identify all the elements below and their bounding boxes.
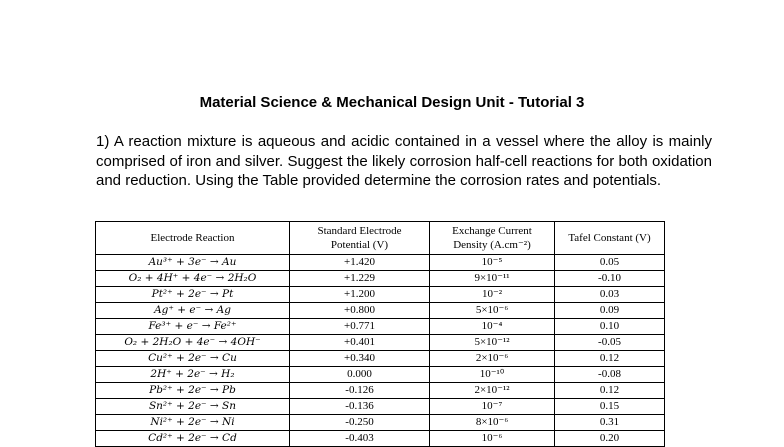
- potential-cell: +0.340: [290, 351, 430, 367]
- reaction-cell: 2H⁺ + 2e⁻ → H₂: [96, 367, 290, 383]
- table-row: [96, 303, 665, 319]
- tafel-cell: 0.05: [555, 255, 665, 271]
- potential-cell: -0.403: [290, 431, 430, 447]
- tafel-cell: 0.31: [555, 415, 665, 431]
- tafel-cell: -0.10: [555, 271, 665, 287]
- tafel-cell: 0.20: [555, 431, 665, 447]
- tafel-cell: 0.12: [555, 351, 665, 367]
- density-cell: 10⁻¹⁰: [430, 367, 555, 383]
- reaction-cell: Ag⁺ + e⁻ → Ag: [96, 303, 290, 319]
- tafel-cell: 0.12: [555, 383, 665, 399]
- reaction-cell: Fe³⁺ + e⁻ → Fe²⁺: [96, 319, 290, 335]
- header-exchange-current-density: Exchange Current Density (A.cm⁻²): [430, 222, 555, 255]
- table-row: [96, 319, 665, 335]
- tafel-cell: 0.10: [555, 319, 665, 335]
- question-text: 1) A reaction mixture is aqueous and acidic contained in a vessel where the alloy is mainly comprised of iron and silver. Suggest the likely corrosion half-cell reactions for both oxidation and reduction. Using the Table provided determine the corrosion rates and potentials.: [96, 133, 712, 189]
- table-row: [96, 335, 665, 351]
- table-row: [96, 383, 665, 399]
- potential-cell: +0.800: [290, 303, 430, 319]
- potential-cell: 0.000: [290, 367, 430, 383]
- density-cell: 10⁻⁶: [430, 431, 555, 447]
- density-cell: 9×10⁻¹¹: [430, 271, 555, 287]
- tafel-cell: 0.03: [555, 287, 665, 303]
- reaction-cell: O₂ + 2H₂O + 4e⁻ → 4OH⁻: [96, 335, 290, 351]
- header-tafel-constant: Tafel Constant (V): [555, 222, 665, 255]
- header-electrode-reaction: Electrode Reaction: [96, 222, 290, 255]
- reaction-cell: Cu²⁺ + 2e⁻ → Cu: [96, 351, 290, 367]
- potential-cell: +0.401: [290, 335, 430, 351]
- table-row: [96, 271, 665, 287]
- page-title: Material Science & Mechanical Design Unit - Tutorial 3: [199, 94, 585, 111]
- density-cell: 2×10⁻⁶: [430, 351, 555, 367]
- density-cell: 2×10⁻¹²: [430, 383, 555, 399]
- electrode-table: [95, 221, 665, 447]
- tafel-cell: 0.09: [555, 303, 665, 319]
- potential-cell: +1.420: [290, 255, 430, 271]
- table-row: [96, 255, 665, 271]
- density-cell: 5×10⁻⁶: [430, 303, 555, 319]
- reaction-cell: Pt²⁺ + 2e⁻ → Pt: [96, 287, 290, 303]
- table-row: [96, 415, 665, 431]
- table-row: [96, 399, 665, 415]
- potential-cell: -0.250: [290, 415, 430, 431]
- tafel-cell: 0.15: [555, 399, 665, 415]
- density-cell: 10⁻⁵: [430, 255, 555, 271]
- reaction-cell: Au³⁺ + 3e⁻ → Au: [96, 255, 290, 271]
- potential-cell: -0.136: [290, 399, 430, 415]
- potential-cell: -0.126: [290, 383, 430, 399]
- potential-cell: +0.771: [290, 319, 430, 335]
- table-row: [96, 351, 665, 367]
- reaction-cell: O₂ + 4H⁺ + 4e⁻ → 2H₂O: [96, 271, 290, 287]
- density-cell: 5×10⁻¹²: [430, 335, 555, 351]
- density-cell: 10⁻⁷: [430, 399, 555, 415]
- table-header-row: [96, 222, 665, 255]
- potential-cell: +1.200: [290, 287, 430, 303]
- reaction-cell: Cd²⁺ + 2e⁻ → Cd: [96, 431, 290, 447]
- reaction-cell: Pb²⁺ + 2e⁻ → Pb: [96, 383, 290, 399]
- header-standard-potential: Standard Electrode Potential (V): [290, 222, 430, 255]
- reaction-cell: Ni²⁺ + 2e⁻ → Ni: [96, 415, 290, 431]
- reaction-cell: Sn²⁺ + 2e⁻ → Sn: [96, 399, 290, 415]
- tafel-cell: -0.05: [555, 335, 665, 351]
- table-row: [96, 367, 665, 383]
- density-cell: 10⁻²: [430, 287, 555, 303]
- table-row: [96, 287, 665, 303]
- tafel-cell: -0.08: [555, 367, 665, 383]
- table-row: [96, 431, 665, 447]
- density-cell: 10⁻⁴: [430, 319, 555, 335]
- potential-cell: +1.229: [290, 271, 430, 287]
- density-cell: 8×10⁻⁶: [430, 415, 555, 431]
